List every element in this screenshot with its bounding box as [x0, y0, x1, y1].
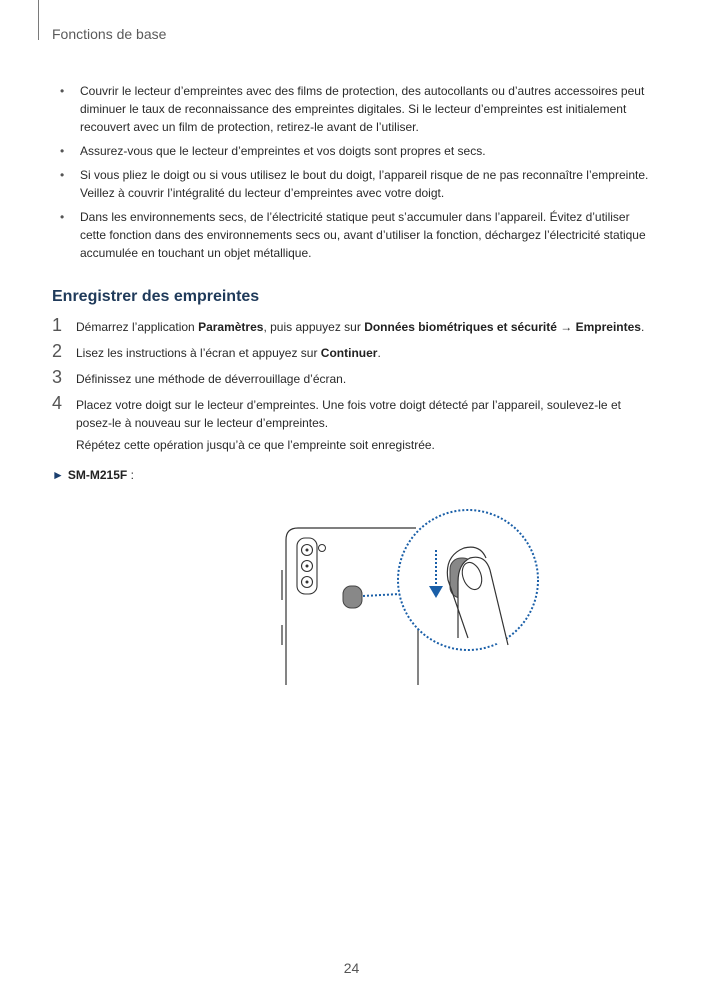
- menu-empreintes: Empreintes: [575, 320, 641, 334]
- bullet-dot: •: [60, 210, 65, 224]
- model-label: ► SM-M215F :: [52, 468, 134, 482]
- caution-item: • Si vous pliez le doigt ou si vous utilisez le bout du doigt, l’appareil risque de ne pas reconnaître l’empreinte. Veillez à couvrir l’intégralité du lecteur d’empreintes avec votre doigt.: [60, 168, 649, 200]
- bullet-dot: •: [60, 144, 65, 158]
- fingerprint-sensor: [343, 586, 362, 608]
- step-list: [52, 315, 652, 462]
- step-number: 4: [52, 393, 63, 413]
- step-number: 1: [52, 315, 63, 335]
- bullet-dot: •: [60, 168, 65, 182]
- camera-lens-3-dot: [306, 581, 309, 584]
- section-heading: Enregistrer des empreintes: [52, 288, 260, 305]
- step-number: 2: [52, 341, 63, 361]
- step-item: 1 Démarrez l’application Paramètres, puis appuyez sur Données biométriques et sécurité → Empreintes.: [52, 315, 645, 335]
- step-note: Répétez cette opération jusqu’à ce que l’empreinte soit enregistrée.: [76, 438, 435, 452]
- camera-flash: [319, 545, 326, 552]
- menu-biometrics: Données biométriques et sécurité: [364, 320, 557, 334]
- caution-item: • Dans les environnements secs, de l’électricité statique peut s’accumuler dans l’appareil. Évitez d’utiliser cette fonction dans des environnements secs ou, avant d’utiliser la fonction, déchargez l’électricité statique accumulée en touchant un objet métallique.: [60, 210, 646, 260]
- header-rule: [38, 0, 39, 40]
- camera-lens-1-dot: [306, 549, 309, 552]
- step-item: 4 Placez votre doigt sur le lecteur d’empreintes. Une fois votre doigt détecté par l’appareil, soulevez-le et posez-le à nouveau sur le lecteur d’empreintes. Répétez cette opération jusqu’à ce que l’empreinte soit enregistrée.: [52, 396, 652, 454]
- bullet-dot: •: [60, 84, 65, 98]
- caution-item: • Assurez-vous que le lecteur d’empreintes et vos doigts sont propres et secs.: [60, 144, 486, 158]
- zoom-connector: [363, 594, 400, 596]
- page-number: 24: [343, 960, 360, 976]
- button-continuer: Continuer: [320, 346, 378, 360]
- menu-paramètres: Paramètres: [198, 320, 264, 334]
- model-name: SM-M215F: [67, 468, 128, 482]
- step-item: 2 Lisez les instructions à l’écran et appuyez sur Continuer.: [52, 341, 381, 361]
- camera-lens-2-dot: [306, 565, 309, 568]
- caution-item: • Couvrir le lecteur d’empreintes avec des films de protection, des autocollants ou d’autres accessoires peut diminuer le taux de reconnaissance des empreintes digitales. Si le lecteur d’empreintes est initialement recouvert avec un film de protection, retirez-le avant de l’utiliser.: [60, 84, 645, 134]
- fingerprint-illustration: [270, 500, 550, 690]
- step-number: 3: [52, 367, 63, 387]
- triangle-right-icon: ►: [52, 468, 64, 482]
- step-item: 3 Définissez une méthode de déverrouillage d’écran.: [52, 367, 347, 387]
- section-label: Fonctions de base: [52, 26, 167, 42]
- caution-list: [60, 82, 650, 268]
